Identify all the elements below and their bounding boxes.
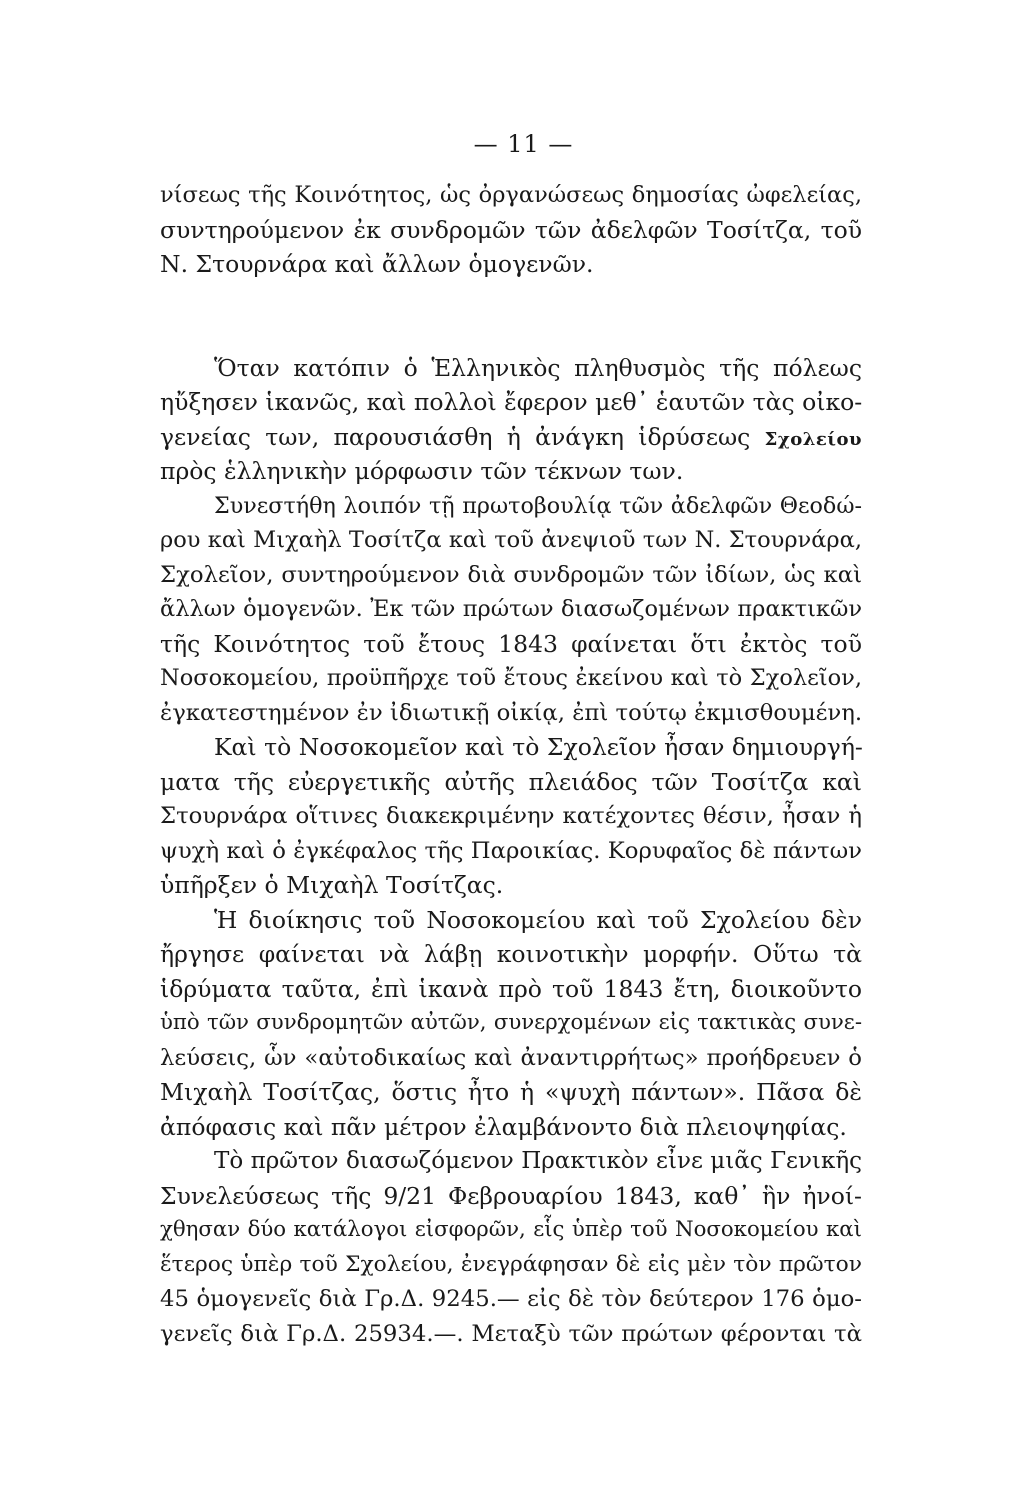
text-line: ματα τῆς εὐεργετικῆς αὐτῆς πλειάδος τῶν Τοσίτζα καὶ	[160, 767, 862, 796]
paragraph-6	[160, 1144, 862, 1351]
text-line: Νοσοκομείου, προϋπῆρχε τοῦ ἔτους ἐκείνου καὶ τὸ Σχολεῖον,	[160, 665, 862, 691]
text-line: ἄλλων ὁμογενῶν. Ἐκ τῶν πρώτων διασωζομένων πρακτικῶν	[160, 596, 862, 622]
paragraph-gap	[160, 282, 862, 351]
text-line: Τὸ πρῶτον διασωζόμενον Πρακτικὸν εἶνε μιᾶς Γενικῆς	[214, 1148, 862, 1174]
paragraph-5	[160, 903, 862, 1145]
paragraph-2	[160, 351, 862, 489]
text-line: Ν. Στουρνάρα καὶ ἄλλων ὁμογενῶν.	[160, 250, 594, 278]
text-line: ἱδρύματα ταῦτα, ἐπὶ ἱκανὰ πρὸ τοῦ 1843 ἔτη, διοικοῦντο	[160, 974, 862, 1003]
text-line: Καὶ τὸ Νοσοκομεῖον καὶ τὸ Σχολεῖον ἦσαν δημιουργή-	[214, 733, 863, 761]
text-line: ὑπῆρξεν ὁ Μιχαὴλ Τοσίτζας.	[160, 871, 504, 899]
text-line: ἀπόφασις καὶ πᾶν μέτρον ἐλαμβάνοντο διὰ πλειοψηφίας.	[160, 1112, 847, 1141]
text-line: Ἡ διοίκησις τοῦ Νοσοκομείου καὶ τοῦ Σχολείου δὲν	[214, 905, 862, 934]
text-line: νίσεως τῆς Κοινότητος, ὡς ὀργανώσεως δημοσίας ὠφελείας,	[160, 182, 862, 208]
text-line-with-bold	[160, 420, 862, 455]
text-line: Μιχαὴλ Τοσίτζας, ὅστις ἦτο ἡ «ψυχὴ πάντων». Πᾶσα δὲ	[160, 1078, 862, 1106]
text-line: Σχολεῖον, συντηρούμενον διὰ συνδρομῶν τῶν ἰδίων, ὡς καὶ	[160, 561, 862, 588]
text-line: λεύσεις, ὧν «αὐτοδικαίως καὶ ἀναντιρρήτως» προήδρευεν ὁ	[160, 1044, 862, 1071]
text-line: χθησαν δύο κατάλογοι εἰσφορῶν, εἷς ὑπὲρ τοῦ Νοσοκομείου καὶ	[160, 1217, 862, 1242]
text-line: ἤργησε φαίνεται νὰ λάβῃ κοινοτικὴν μορφήν. Οὕτω τὰ	[160, 940, 862, 968]
text-line: ρου καὶ Μιχαὴλ Τοσίτζα καὶ τοῦ ἀνεψιοῦ των Ν. Στουρνάρα,	[160, 527, 862, 553]
paragraph-4	[160, 730, 862, 903]
text-line: ἐγκατεστημένον ἐν ἰδιωτικῇ οἰκίᾳ, ἐπὶ τούτῳ ἐκμισθουμένη.	[160, 699, 863, 726]
text-line: ἕτερος ὑπὲρ τοῦ Σχολείου, ἐνεγράφησαν δὲ εἰς μὲν τὸν πρῶτον	[160, 1251, 862, 1277]
bold-word-scholeiou: Σχολείου	[764, 428, 862, 450]
paragraph-1	[160, 178, 862, 282]
text-line: ηὔξησεν ἱκανῶς, καὶ πολλοὶ ἔφερον μεθ᾽ ἑαυτῶν τὰς οἰκο-	[160, 388, 863, 416]
text-line: Ὅταν κατόπιν ὁ Ἑλληνικὸς πληθυσμὸς τῆς πόλεως	[214, 353, 862, 382]
text-line: γενεῖς διὰ Γρ.Δ. 25934.—. Μεταξὺ τῶν πρώτων φέρονται τὰ	[160, 1320, 862, 1347]
body-text	[160, 178, 862, 1351]
text-line: ὑπὸ τῶν συνδρομητῶν αὐτῶν, συνερχομένων εἰς τακτικὰς συνε-	[160, 1010, 862, 1035]
text-line: Συνελεύσεως τῆς 9/21 Φεβρουαρίου 1843, καθ᾽ ἣν ἠνοί-	[160, 1181, 862, 1210]
text-segment: γενείας των, παρουσιάσθη ἡ ἀνάγκη ἱδρύσεως	[160, 422, 751, 451]
text-line: συντηρούμενον ἐκ συνδρομῶν τῶν ἀδελφῶν Τοσίτζα, τοῦ	[160, 215, 862, 244]
text-line: ψυχὴ καὶ ὁ ἐγκέφαλος τῆς Παροικίας. Κορυφαῖος δὲ πάντων	[160, 837, 862, 864]
text-line: τῆς Κοινότητος τοῦ ἔτους 1843 φαίνεται ὅτι ἐκτὸς τοῦ	[160, 629, 862, 658]
paragraph-3	[160, 489, 862, 731]
page-number: — 11 —	[473, 130, 574, 158]
text-line: Συνεστήθη λοιπόν τῇ πρωτοβουλίᾳ τῶν ἀδελφῶν Θεοδώ-	[214, 492, 862, 519]
text-line: Στουρνάρα οἵτινες διακεκριμένην κατέχοντες θέσιν, ἦσαν ἡ	[160, 803, 862, 829]
text-line: 45 ὁμογενεῖς διὰ Γρ.Δ. 9245.— εἰς δὲ τὸν δεύτερον 176 ὁμο-	[160, 1286, 862, 1312]
text-line: πρὸς ἑλληνικὴν μόρφωσιν τῶν τέκνων των.	[160, 457, 684, 485]
